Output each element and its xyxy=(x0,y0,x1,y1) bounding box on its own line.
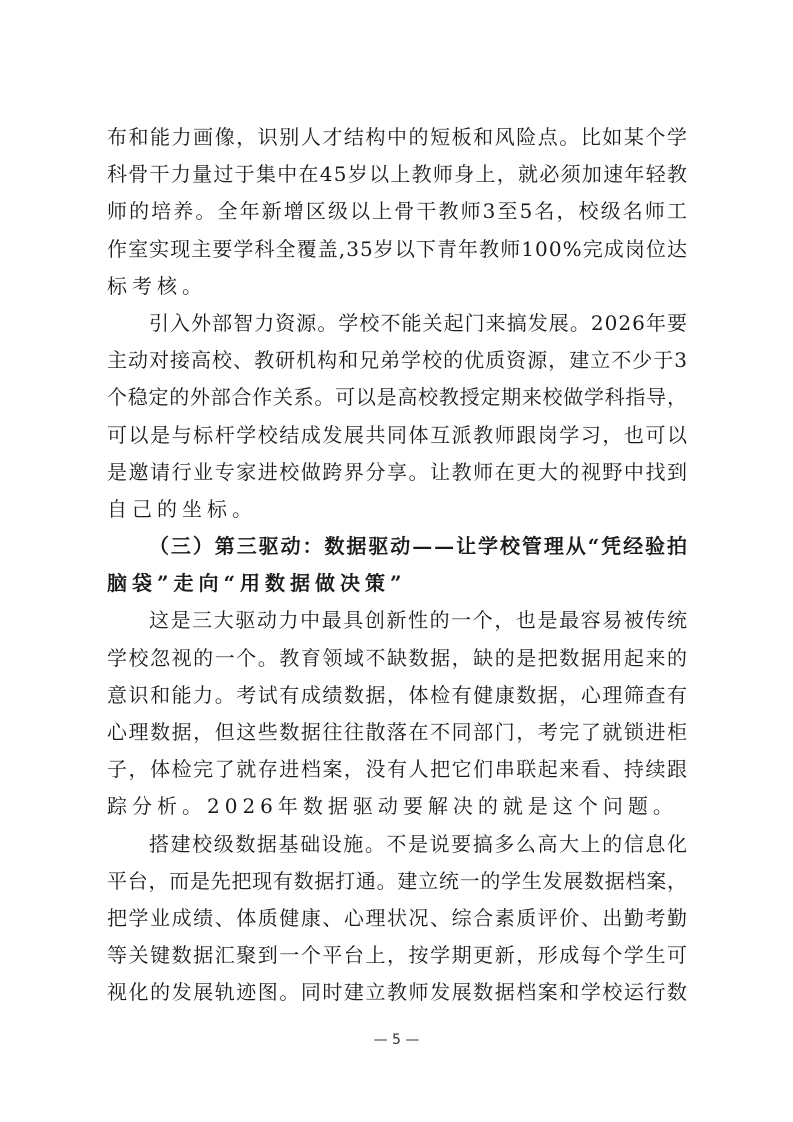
text-line: 作室实现主要学科全覆盖,35岁以下青年教师100%完成岗位达 xyxy=(107,236,689,261)
text-line: 自己的坐标。 xyxy=(107,496,257,521)
page-number: — 5 — xyxy=(373,1032,420,1048)
text-line: 师的培养。全年新增区级以上骨干教师3至5名，校级名师工 xyxy=(107,199,690,224)
text-line: 意识和能力。考试有成绩数据，体检有健康数据，心理筛查有 xyxy=(107,682,689,707)
text-line: 把学业成绩、体质健康、心理状况、综合素质评价、出勤考勤 xyxy=(107,905,689,930)
text-line: 学校忽视的一个。教育领域不缺数据，缺的是把数据用起来的 xyxy=(107,645,689,670)
body-paragraph xyxy=(107,305,687,528)
text-line: 引入外部智力资源。学校不能关起门来搞发展。2026年要 xyxy=(149,310,689,335)
heading-line: 脑袋”走向“用数据做决策” xyxy=(107,571,407,596)
text-line: 可以是与标杆学校结成发展共同体互派教师跟岗学习，也可以 xyxy=(107,422,689,447)
text-line: 这是三大驱动力中最具创新性的一个，也是最容易被传统 xyxy=(149,608,689,633)
document-body xyxy=(107,119,690,1012)
text-line: 平台，而是先把现有数据打通。建立统一的学生发展数据档案， xyxy=(107,868,688,893)
text-line: 踪分析。2026年数据驱动要解决的就是这个问题。 xyxy=(107,794,678,819)
text-line: 科骨干力量过于集中在45岁以上教师身上，就必须加速年轻教 xyxy=(107,162,689,187)
text-line: 视化的发展轨迹图。同时建立教师发展数据档案和学校运行数 xyxy=(107,980,689,1005)
text-line: 搭建校级数据基础设施。不是说要搞多么高大上的信息化 xyxy=(149,831,689,856)
text-line: 布和能力画像，识别人才结构中的短板和风险点。比如某个学 xyxy=(107,125,689,149)
text-line: 是邀请行业专家进校做跨界分享。让教师在更大的视野中找到 xyxy=(107,459,689,484)
heading-line: （三）第三驱动：数据驱动——让学校管理从“凭经验拍 xyxy=(149,534,689,559)
body-paragraph xyxy=(107,602,687,825)
text-line: 主动对接高校、教研机构和兄弟学校的优质资源，建立不少于3 xyxy=(107,348,688,373)
section-heading xyxy=(107,528,687,602)
body-paragraph xyxy=(107,826,687,1012)
text-line: 标考核。 xyxy=(107,273,207,298)
body-paragraph xyxy=(107,119,690,305)
text-line: 个稳定的外部合作关系。可以是高校教授定期来校做学科指导， xyxy=(107,385,688,410)
text-line: 子，体检完了就存进档案，没有人把它们串联起来看、持续跟 xyxy=(107,757,689,782)
text-line: 心理数据，但这些数据往往散落在不同部门，考完了就锁进柜 xyxy=(107,720,689,744)
text-line: 等关键数据汇聚到一个平台上，按学期更新，形成每个学生可 xyxy=(107,943,689,968)
